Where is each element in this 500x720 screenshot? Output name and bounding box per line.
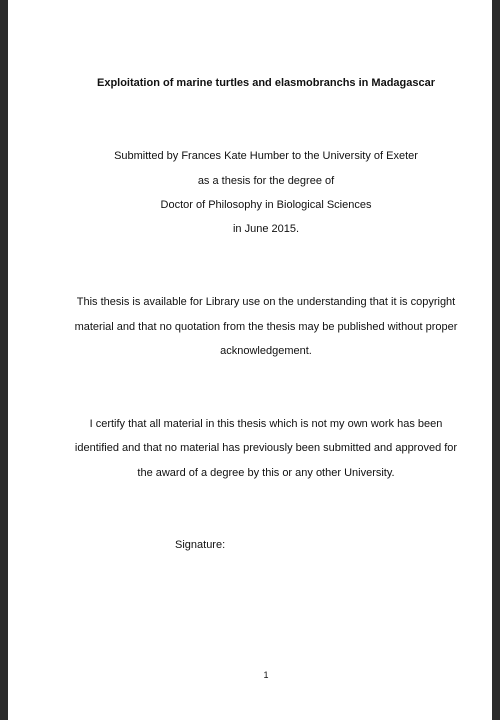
document-page <box>8 0 492 720</box>
submission-line-3: Doctor of Philosophy in Biological Sciences <box>160 199 372 211</box>
certification-line-1: I certify that all material in this thesis which is not my own work has been <box>89 418 443 430</box>
certification-line-3: the award of a degree by this or any other University. <box>137 467 395 479</box>
thesis-title: Exploitation of marine turtles and elasmobranchs in Madagascar <box>96 77 436 89</box>
library-statement-line-1: This thesis is available for Library use on the understanding that it is copyright <box>76 296 456 308</box>
submission-line-2: as a thesis for the degree of <box>197 175 335 187</box>
library-statement-line-2: material and that no quotation from the thesis may be published without proper <box>74 321 458 333</box>
certification-line-2: identified and that no material has previously been submitted and approved for <box>74 442 458 454</box>
library-statement-line-3: acknowledgement. <box>220 345 312 357</box>
submission-line-4: in June 2015. <box>232 223 300 235</box>
signature-label: Signature: <box>175 539 226 551</box>
page-number: 1 <box>263 670 269 680</box>
submission-line-1: Submitted by Frances Kate Humber to the University of Exeter <box>114 150 418 162</box>
